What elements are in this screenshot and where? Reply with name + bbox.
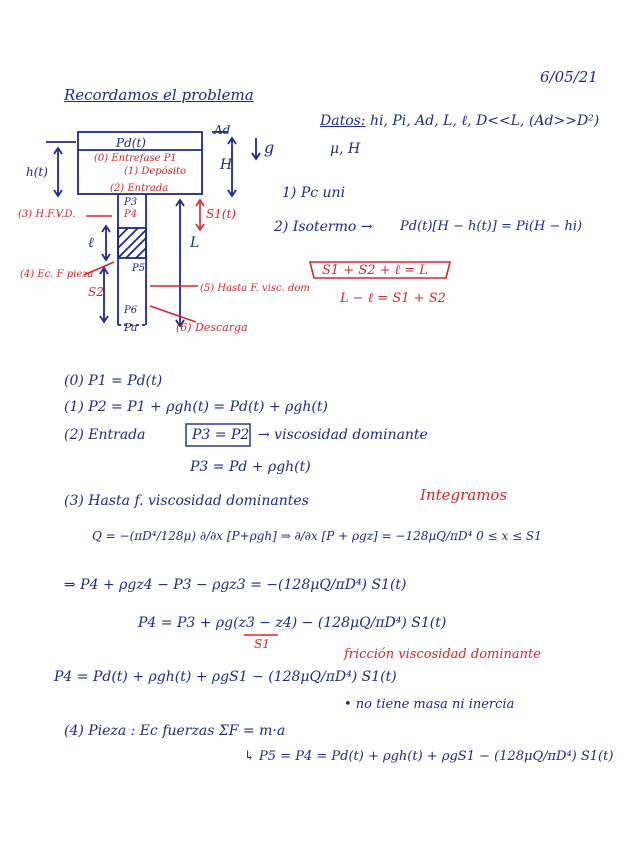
datos-list-2: μ, H <box>330 141 361 157</box>
s2-label: S2 <box>88 285 104 299</box>
friccion-note: fricción viscosidad dominante <box>344 647 541 662</box>
tank-top-pressure: Pd(t) <box>116 136 146 150</box>
page-title: Recordamos el problema <box>64 86 254 104</box>
point-p3: P3 <box>124 197 138 208</box>
step-2: (2) Entrada <box>110 183 169 194</box>
l-label: ℓ <box>88 235 94 251</box>
eq-3a: Q = −(πD⁴/128μ) ∂/∂x [P+ρgh] ⇒ ∂/∂x [P + ρgz] = −128μQ/πD⁴ 0 ≤ x ≤ S1 <box>92 529 542 543</box>
s1-label: S1(t) <box>206 207 237 221</box>
step-0: (0) Entrefase P1 <box>94 153 177 164</box>
eq-2b: P3 = Pd + ρgh(t) <box>190 459 311 475</box>
eq-4: ↳ P5 = P4 = Pd(t) + ρgh(t) + ρgS1 − (128μQ/πD⁴) S1(t) <box>244 749 614 764</box>
datos-heading: Datos: <box>320 113 366 129</box>
eq-2-note: → viscosidad dominante <box>258 427 428 443</box>
step-5: (5) Hasta F. visc. dom <box>200 283 310 294</box>
datos-list: hi, Pi, Ad, L, ℓ, D<<L, (Ad>>D²) <box>369 113 600 129</box>
step-6: (6) Descarga <box>176 321 248 334</box>
point-p5: P5 <box>132 263 146 274</box>
datos-label <box>320 114 599 128</box>
eq-3c: P4 = P3 + ρg(z3 − z4) − (128μQ/πD⁴) S1(t) <box>138 615 447 631</box>
step-1: (1) Depósito <box>124 166 187 177</box>
integramos-note: Integramos <box>420 486 508 504</box>
L-label: L <box>190 235 200 251</box>
eq-4-label: (4) Pieza : Ec fuerzas ΣF = m·a <box>64 723 286 739</box>
eq-1: (1) P2 = P1 + ρgh(t) = Pd(t) + ρgh(t) <box>64 399 328 415</box>
point-p4: P4 <box>124 209 138 220</box>
eq-3d: P4 = Pd(t) + ρgh(t) + ρgS1 − (128μQ/πD⁴) S1(t) <box>54 669 397 685</box>
hypothesis-2-label: 2) Isotermo → <box>274 219 373 235</box>
boxed-relation-note: L − ℓ = S1 + S2 <box>340 291 446 306</box>
eq-2-label: (2) Entrada <box>64 427 146 443</box>
eq-3-label: (3) Hasta f. viscosidad dominantes <box>64 493 309 509</box>
date-label: 6/05/21 <box>540 68 598 86</box>
step-3: (3) H.F.V.D. <box>18 209 76 220</box>
area-label: Ad <box>214 123 231 137</box>
gravity-label: g <box>264 138 275 157</box>
eq-4-note: • no tiene masa ni inercia <box>344 697 515 712</box>
hypothesis-1: 1) Pc uni <box>282 185 346 201</box>
eq-0: (0) P1 = Pd(t) <box>64 373 163 389</box>
boxed-relation: S1 + S2 + ℓ = L <box>322 263 428 278</box>
H-label: H <box>220 157 233 173</box>
eq-3b: ⇒ P4 + ρgz4 − P3 − ρgz3 = −(128μQ/πD⁴) S1(t) <box>64 577 407 593</box>
step-4: (4) Ec. F pieza <box>20 269 94 280</box>
h-label: h(t) <box>26 165 48 179</box>
point-pa: Pa <box>124 321 138 334</box>
s1-under: S1 <box>254 637 270 651</box>
point-p6: P6 <box>124 305 138 316</box>
eq-2-box: P3 = P2 <box>192 427 250 443</box>
hypothesis-2-eq: Pd(t)[H − h(t)] = Pi(H − hi) <box>400 219 583 234</box>
